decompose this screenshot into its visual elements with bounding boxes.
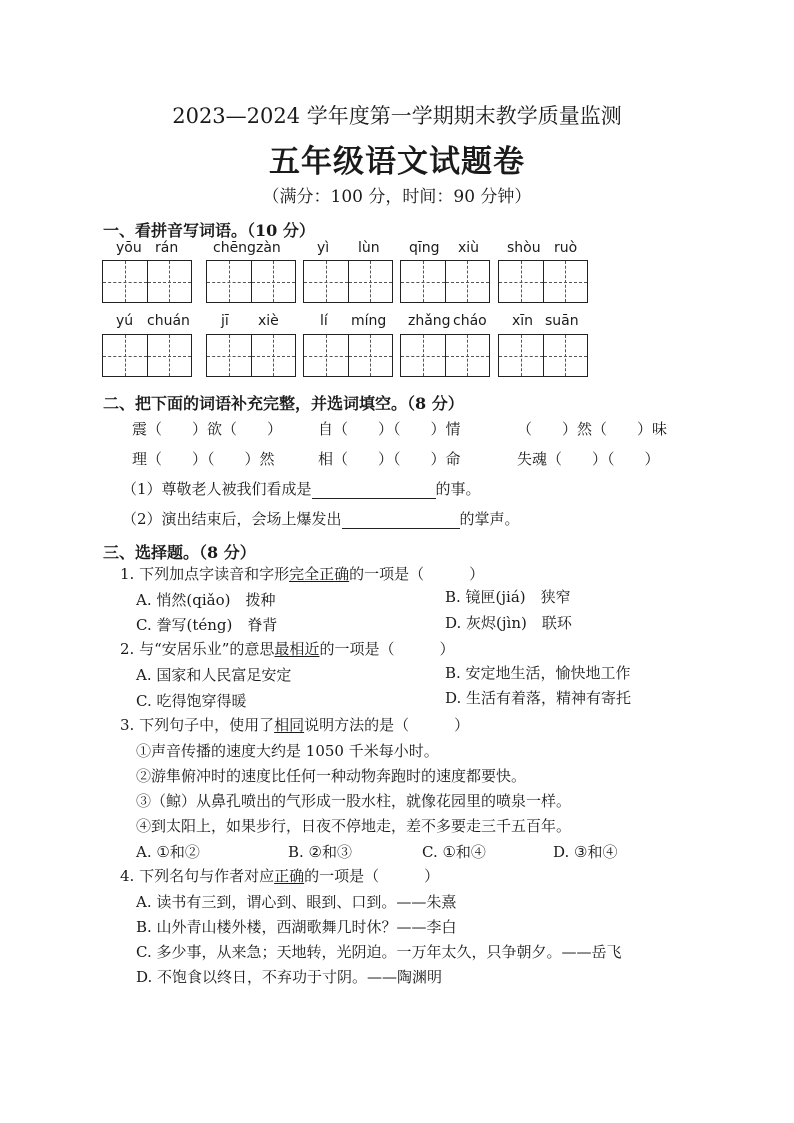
pinyin: xiè — [258, 313, 279, 329]
option-b[interactable]: B. 镜匣(jiá) 狭窄 — [445, 588, 571, 606]
idiom-blank[interactable]: 失魂（ ）（ ） — [517, 450, 660, 468]
question-text: 4. 下列名句与作者对应 — [120, 867, 275, 885]
pinyin: jī — [221, 313, 229, 329]
option-c[interactable]: C. 誊写(téng) 脊背 — [136, 616, 278, 634]
writing-box[interactable] — [102, 260, 192, 303]
option-d[interactable]: D. 生活有着落，精神有寄托 — [445, 689, 632, 707]
pinyin: chuán — [147, 313, 190, 329]
statement-4: ④到太阳上，如果步行，日夜不停地走，差不多要走三千五百年。 — [136, 817, 572, 835]
option-a[interactable]: A. 读书有三到，谓心到、眼到、口到。——朱熹 — [136, 893, 457, 911]
pinyin: ruò — [554, 240, 578, 256]
writing-box[interactable] — [400, 260, 490, 303]
idiom-blank[interactable]: （ ）然（ ）味 — [517, 420, 668, 438]
section3-heading: 三、选择题。（8 分） — [103, 543, 256, 562]
option-c[interactable]: C. ①和④ — [422, 843, 486, 861]
option-a[interactable]: A. 国家和人民富足安定 — [136, 666, 292, 684]
option-b[interactable]: B. ②和③ — [288, 843, 353, 861]
question-text: 1. 下列加点字读音和字形 — [120, 565, 290, 583]
pinyin: zàn — [256, 240, 281, 256]
option-d[interactable]: D. 不饱食以终日，不弃功于寸阴。——陶渊明 — [136, 968, 443, 986]
pinyin: cháo — [453, 313, 487, 329]
question-keyword: 正确 — [274, 867, 305, 885]
statement-2: ②游隼俯冲时的速度比任何一种动物奔跑时的速度都要快。 — [136, 767, 527, 785]
pinyin: chēng — [213, 240, 256, 256]
option-b[interactable]: B. 山外青山楼外楼，西湖歌舞几时休？——李白 — [136, 918, 457, 936]
option-b[interactable]: B. 安定地生活，愉快地工作 — [445, 664, 631, 682]
writing-box[interactable] — [303, 260, 393, 303]
writing-box[interactable] — [206, 260, 296, 303]
pinyin: yōu — [116, 240, 142, 256]
exam-title: 2023—2024 学年度第一学期期末教学质量监测 — [172, 104, 622, 128]
idiom-blank[interactable]: 理（ ）（ ）然 — [132, 450, 275, 468]
fill-sentence-1 — [122, 478, 481, 499]
question-keyword: 完全正确 — [289, 565, 350, 583]
section1-heading: 一、看拼音写词语。（10 分） — [103, 221, 315, 240]
idiom-blank[interactable]: 相（ ）（ ）命 — [318, 450, 461, 468]
question-text: 2. 与“安居乐业”的意思 — [120, 640, 275, 658]
option-d[interactable]: D. 灰烬(jìn) 联环 — [445, 614, 572, 632]
sentence-text: （1）尊敬老人被我们看成是 — [122, 480, 312, 498]
question-text: 3. 下列句子中，使用了 — [120, 716, 275, 734]
sentence-text: （2）演出结束后，会场上爆发出 — [122, 510, 342, 528]
pinyin: lí — [320, 313, 328, 329]
answer-blank[interactable] — [342, 510, 460, 529]
idiom-blank[interactable]: 震（ ）欲（ ） — [132, 420, 283, 438]
pinyin: zhǎng — [408, 313, 451, 329]
question-text: 说明方法的是（ ） — [304, 716, 470, 734]
writing-box[interactable] — [400, 334, 490, 377]
pinyin: míng — [351, 313, 387, 329]
option-c[interactable]: C. 吃得饱穿得暖 — [136, 692, 247, 710]
paper-title: 五年级语文试题卷 — [269, 144, 525, 180]
option-a[interactable]: A. ①和② — [136, 843, 200, 861]
option-a[interactable]: A. 悄然(qiǎo) 拨种 — [136, 591, 276, 609]
writing-box[interactable] — [498, 260, 588, 303]
question-3 — [120, 714, 469, 735]
exam-info: （满分：100 分，时间：90 分钟） — [262, 187, 532, 207]
pinyin: xiù — [458, 240, 480, 256]
section2-heading: 二、把下面的词语补充完整，并选词填空。（8 分） — [103, 394, 464, 413]
pinyin: rán — [155, 240, 179, 256]
pinyin: suān — [545, 313, 579, 329]
option-c[interactable]: C. 多少事，从来急；天地转，光阴迫。一万年太久，只争朝夕。——岳飞 — [136, 943, 622, 961]
option-d[interactable]: D. ③和④ — [553, 843, 618, 861]
writing-box[interactable] — [303, 334, 393, 377]
writing-box[interactable] — [102, 334, 192, 377]
question-text: 的一项是（ ） — [304, 867, 440, 885]
writing-box[interactable] — [206, 334, 296, 377]
question-text: 的一项是（ ） — [319, 640, 455, 658]
question-keyword: 相同 — [274, 716, 305, 734]
writing-box[interactable] — [498, 334, 588, 377]
sentence-text: 的事。 — [435, 480, 481, 498]
pinyin: yú — [116, 313, 134, 329]
question-text: 的一项是（ ） — [349, 565, 485, 583]
statement-3: ③（鲸）从鼻孔喷出的气形成一股水柱，就像花园里的喷泉一样。 — [136, 792, 572, 810]
pinyin: xīn — [512, 313, 534, 329]
pinyin: yì — [317, 240, 330, 256]
answer-blank[interactable] — [312, 480, 436, 499]
fill-sentence-2 — [122, 508, 520, 529]
pinyin: qīng — [409, 240, 440, 256]
question-keyword: 最相近 — [274, 640, 320, 658]
pinyin: shòu — [507, 240, 541, 256]
pinyin: lùn — [358, 240, 380, 256]
statement-1: ①声音传播的速度大约是 1050 千米每小时。 — [136, 742, 439, 760]
sentence-text: 的掌声。 — [459, 510, 520, 528]
question-1 — [120, 563, 484, 584]
idiom-blank[interactable]: 自（ ）（ ）情 — [318, 420, 461, 438]
question-2 — [120, 638, 454, 659]
question-4 — [120, 865, 439, 886]
